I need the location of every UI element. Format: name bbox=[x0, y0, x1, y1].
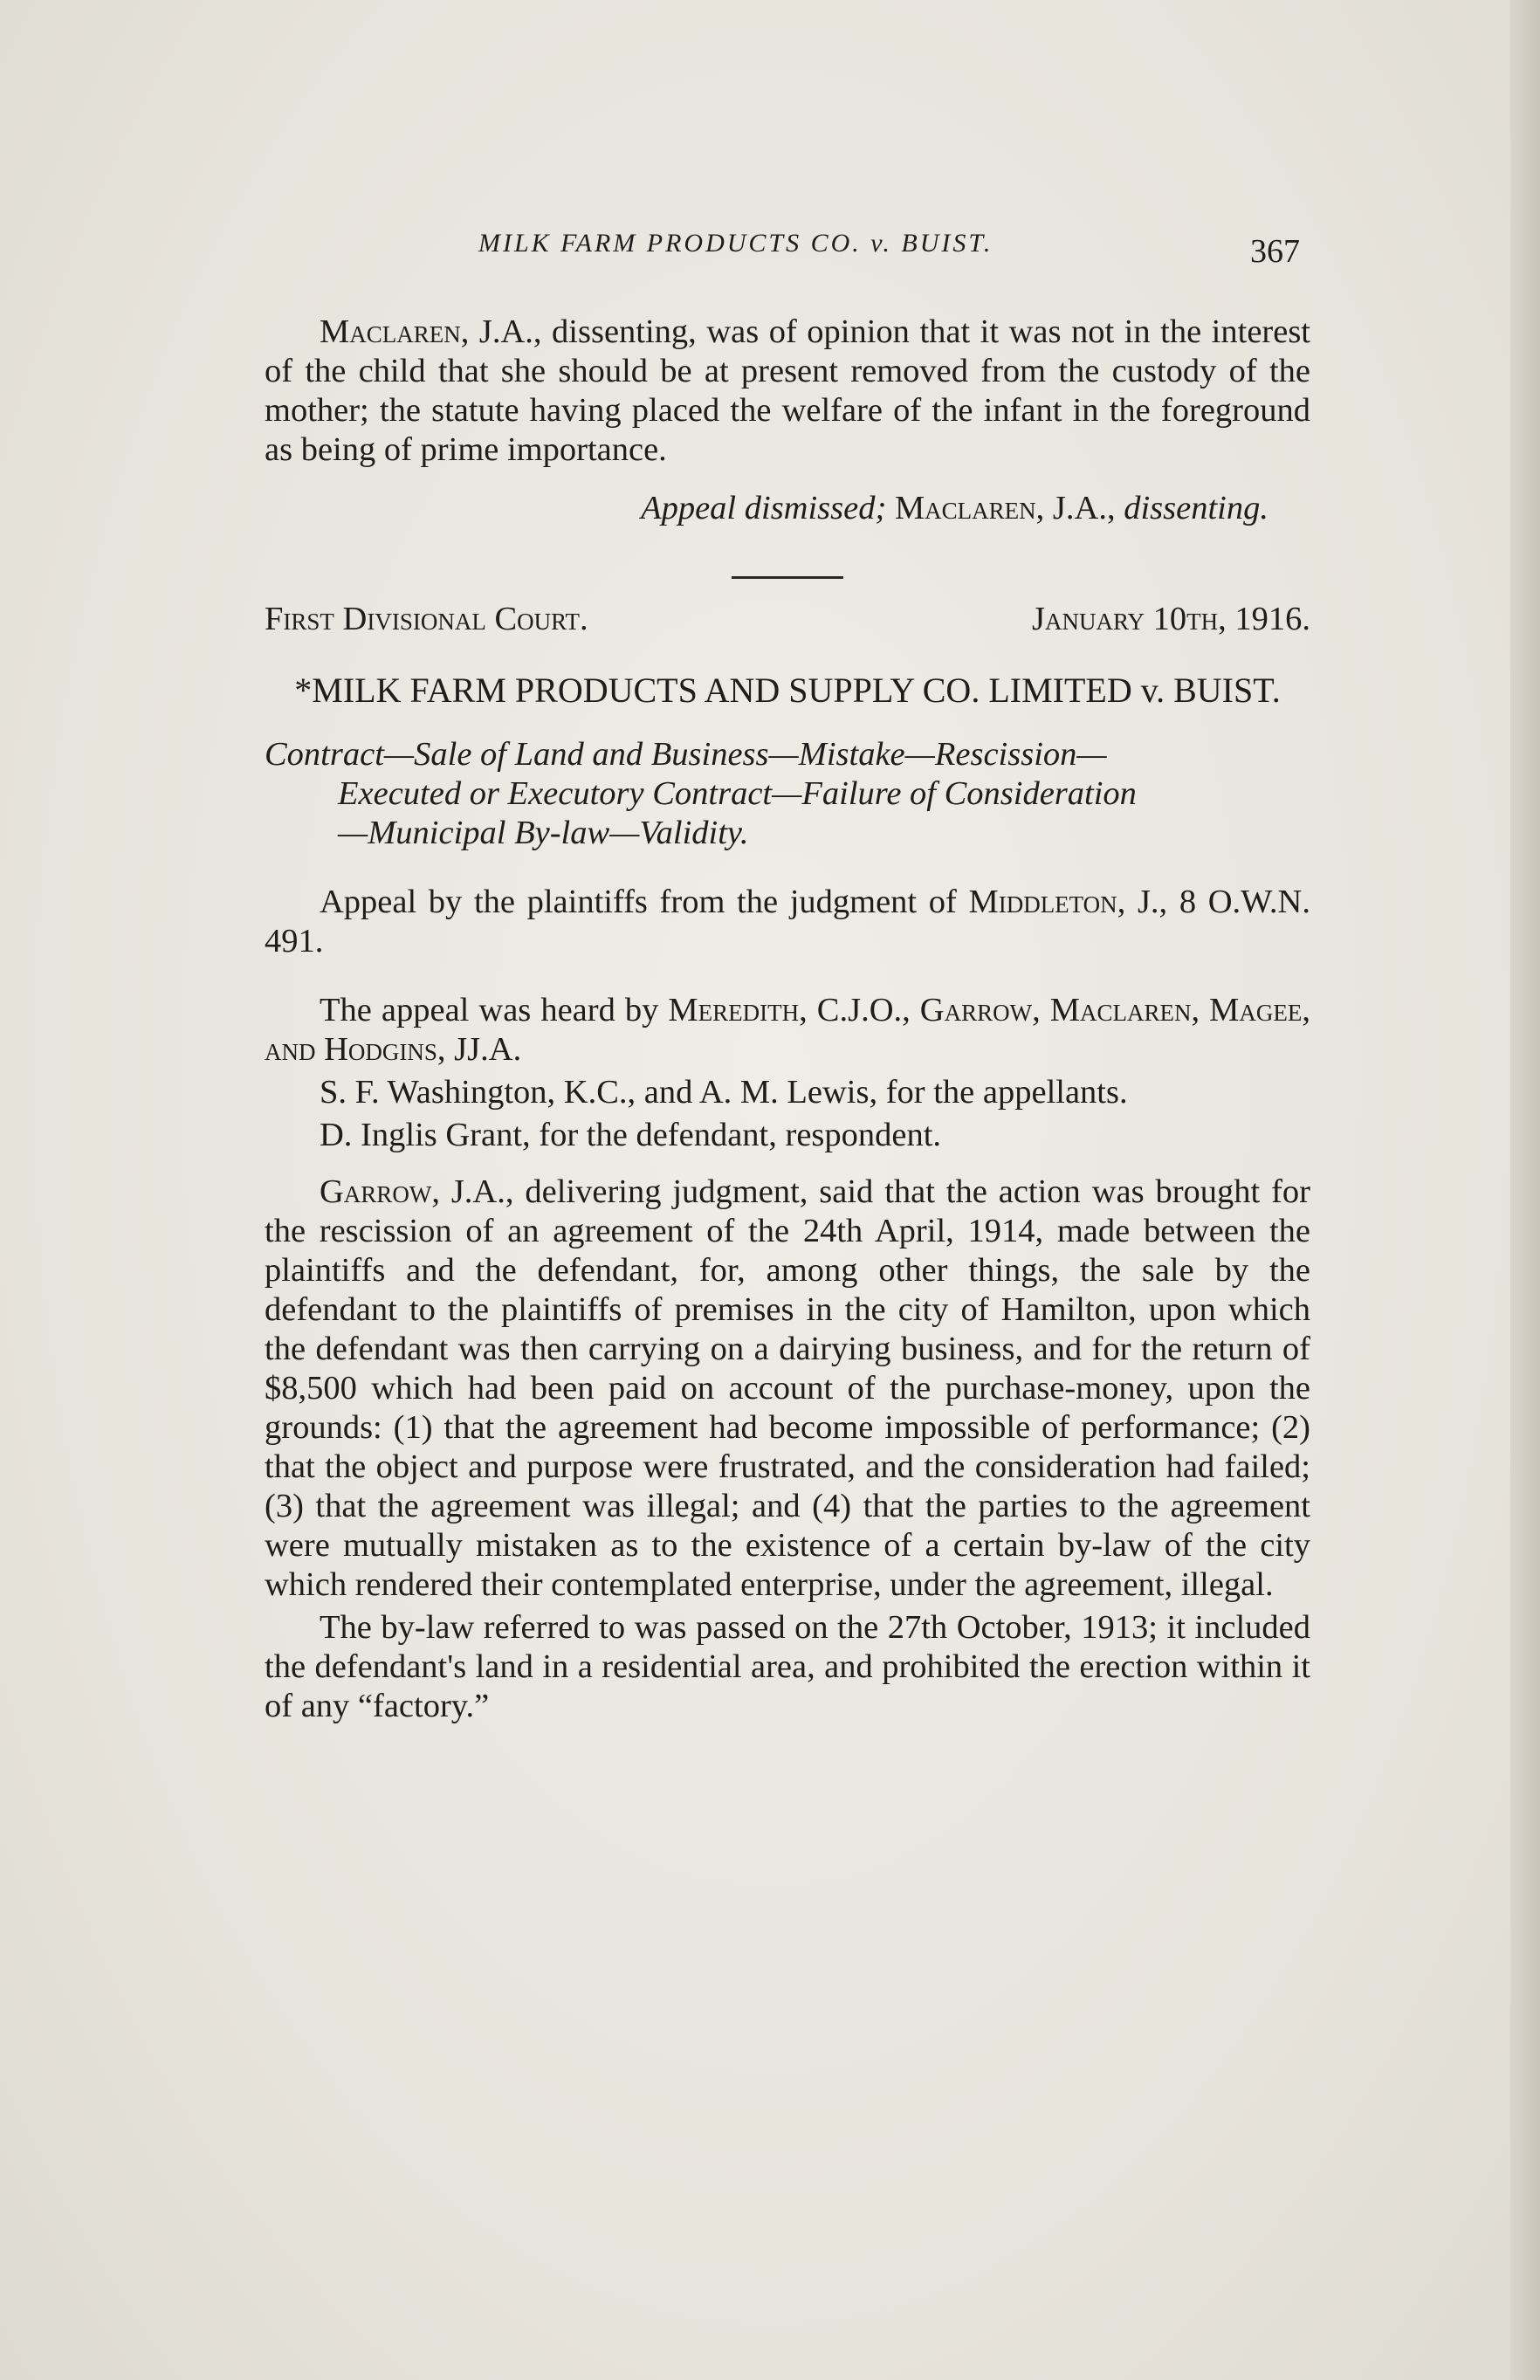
heard-by-paragraph bbox=[265, 991, 1310, 1070]
disposition-result: Appeal dismissed; bbox=[641, 490, 895, 526]
headnote-line-2: Executed or Executory Contract—Failure of Consideration bbox=[338, 775, 1137, 812]
case-title: *MILK FARM PRODUCTS AND SUPPLY CO. LIMITED v. BUIST. bbox=[294, 671, 1281, 710]
counsel-appellants: S. F. Washington, K.C., and A. M. Lewis, for the appellants. bbox=[320, 1074, 1128, 1111]
dissent-text: , J.A., dissenting, was of opinion that it was not in the interest of the child that she should be at present removed from the custody of the mother; the statute having placed the welfare of the infant in the foreground as being of prime importance. bbox=[265, 313, 1310, 468]
disposition bbox=[265, 489, 1310, 528]
running-head: MILK FARM PRODUCTS CO. v. BUIST. bbox=[478, 229, 993, 258]
headnote-line-3: —Municipal By-law—Validity. bbox=[338, 815, 749, 851]
appeal-citation: , J., 8 O.W.N. 491. bbox=[265, 884, 1310, 960]
appeal-paragraph bbox=[265, 883, 1310, 961]
section-divider bbox=[732, 576, 843, 579]
headnote bbox=[265, 735, 1310, 853]
judgment-text: , J.A., delivering judgment, said that the action was brought for the rescission of an agreement of the 24th April, 1914, made between the plaintiffs and the defendant, for, among other things, the sale by the defendant to the plaintiffs of premises in the city of Hamilton, upon which the defendant was then carrying on a dairying business, and for the return of $8,500 which had been paid on account of the purchase-money, upon the grounds: (1) that the agreement had become impossible of performance; (2) that the object and purpose were frustrated, and the consideration had failed; (3) that the agreement was illegal; and (4) that the parties to the agreement were mutually mistaken as to the existence of a certain by-law of the city which rendered their contemplated enterprise, under the agreement, illegal. bbox=[265, 1173, 1310, 1603]
page-edge bbox=[1510, 0, 1540, 2380]
court-name: First Divisional Court. bbox=[265, 601, 588, 637]
disposition-judge: Maclaren bbox=[894, 490, 1036, 526]
judgment-judge: Garrow bbox=[320, 1173, 432, 1210]
disposition-dissenting: dissenting. bbox=[1124, 490, 1268, 526]
text-column bbox=[265, 313, 1310, 1726]
bench-judges: Meredith, C.J.O., Garrow, Maclaren, Magee, and Hodgins, JJ.A. bbox=[265, 992, 1310, 1068]
judgment-paragraph bbox=[265, 1173, 1310, 1605]
dissent-paragraph bbox=[265, 313, 1310, 470]
bylaw-paragraph: The by-law referred to was passed on the 27th October, 1913; it included the defendant's land in a residential area, and prohibited the erection within it of any “factory.” bbox=[265, 1609, 1310, 1724]
court-line bbox=[265, 600, 1310, 639]
page-number: 367 bbox=[1250, 233, 1300, 270]
judgment-date: January 10th, 1916. bbox=[1032, 601, 1310, 637]
appeal-text: Appeal by the plaintiffs from the judgment of bbox=[320, 884, 969, 920]
headnote-line-1: Contract—Sale of Land and Business—Mistake—Rescission— bbox=[265, 736, 1107, 773]
heard-by-text: The appeal was heard by bbox=[320, 992, 669, 1028]
counsel-respondent: D. Inglis Grant, for the defendant, respondent. bbox=[320, 1117, 942, 1153]
judge-name: Maclaren bbox=[320, 313, 461, 350]
disposition-suffix: , J.A., bbox=[1035, 490, 1124, 526]
trial-judge: Middleton bbox=[968, 884, 1117, 920]
